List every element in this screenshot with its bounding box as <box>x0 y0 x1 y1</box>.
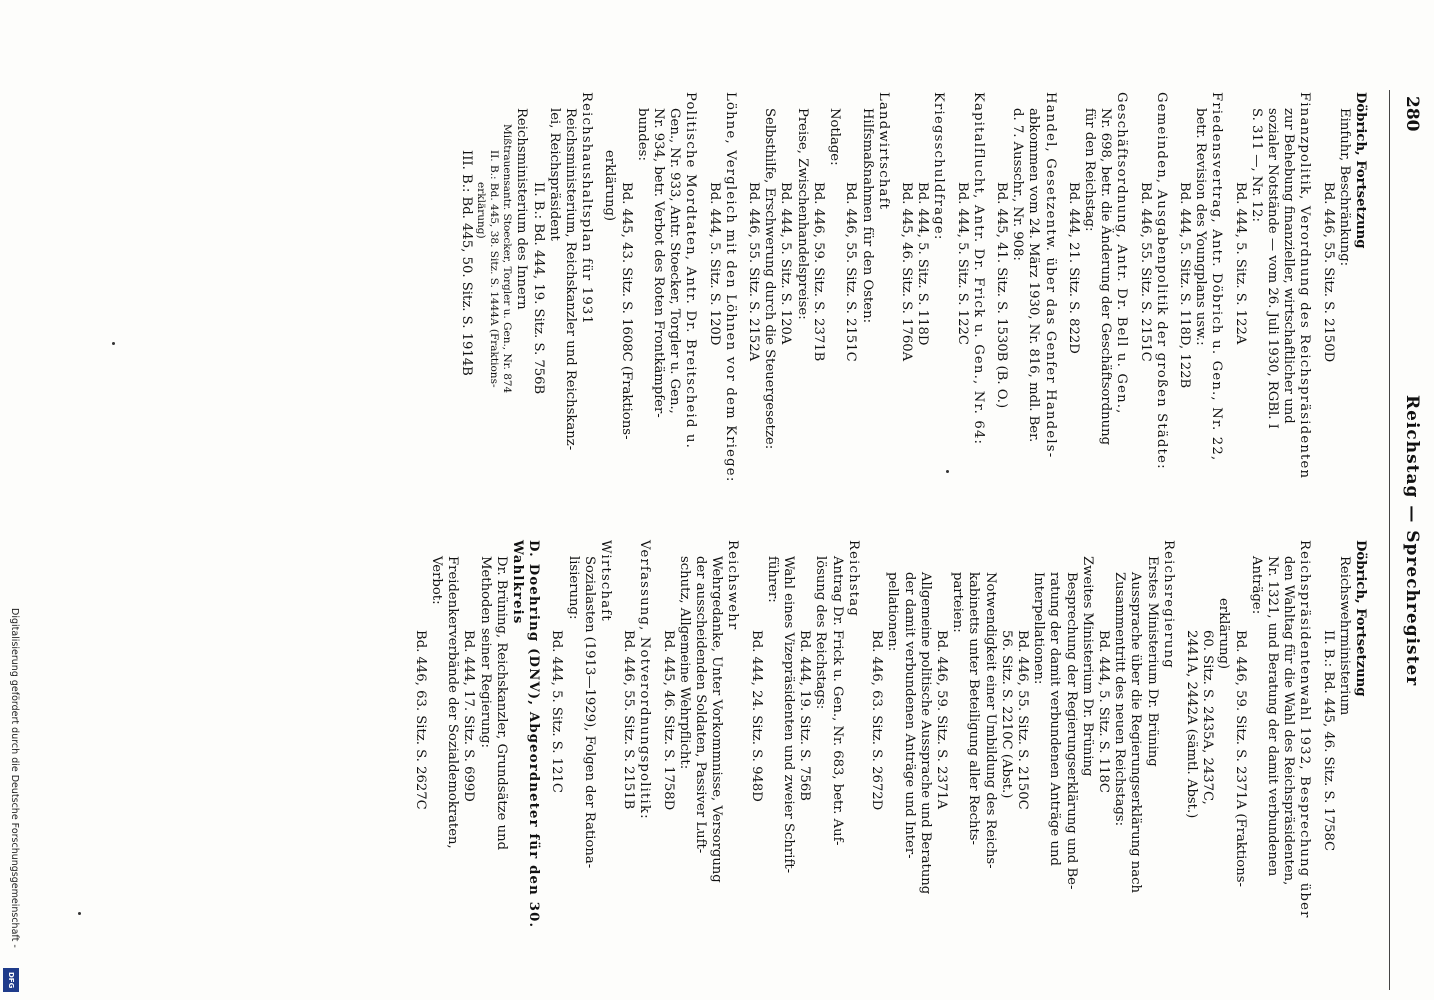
header-rule <box>1389 90 1390 990</box>
register-line: Bd. 446, 59. Sitz. S. 2371B <box>810 182 826 362</box>
left-column <box>458 92 1368 532</box>
register-line: pellationen: <box>885 572 901 652</box>
register-line: II. B.: Bd. 444, 19. Sitz. S. 756B <box>530 182 546 395</box>
register-line: Bd. 446, 59. Sitz. S. 2371A (Fraktions- <box>1232 630 1248 887</box>
register-line: Reichspräsidentenwahl 1932, Besprechung über <box>1297 540 1313 919</box>
register-line: für den Reichstag: <box>1081 108 1097 232</box>
register-line: Mißtrauensantr. Stoecker, Torgler u. Gen., Nr. 874 <box>501 124 514 394</box>
register-line: S. 311 —, Nr. 12: <box>1248 108 1264 222</box>
register-line: Bd. 444, 5. Sitz. S. 120D <box>706 182 722 346</box>
register-line: Sozialasten (1913—1929), Folgen der Rationa- <box>581 556 597 869</box>
register-line: Bd. 444, 5. Sitz. S. 120A <box>778 182 794 345</box>
dfg-logo: DFG <box>3 968 19 992</box>
speck <box>112 342 115 345</box>
register-line: Bd. 444, 24. Sitz. S. 948D <box>748 630 764 802</box>
register-line: betr. Revision des Youngplans usw.: <box>1193 108 1209 346</box>
register-line: Selbsthilfe, Erschwerung durch die Steuergesetze: <box>762 108 778 450</box>
register-line: Nr. 698, betr. die Änderung der Geschäftsordnung <box>1098 108 1114 446</box>
register-line: Bd. 444, 5. Sitz. S. 118C <box>1095 630 1111 793</box>
register-line: Bd. 444, 5. Sitz. S. 122A <box>1232 182 1248 345</box>
register-line: Wirtschaft <box>598 540 614 622</box>
register-line: Freidenkerverbände der Sozialdemokraten, <box>445 556 461 849</box>
register-line: Bd. 446, 55. Sitz. S. 2150D <box>1320 182 1336 363</box>
register-line: Döbrich, Fortsetzung <box>1353 92 1368 249</box>
register-line: Bd. 446, 55. Sitz. S. 2151B <box>621 630 637 810</box>
register-line: Bd. 446, 59. Sitz. S. 2371A <box>933 630 949 810</box>
register-line: schutz, Allgemeine Wehrpflicht: <box>676 556 692 770</box>
register-line: Geschäftsordnung, Antr. Dr. Bell u. Gen., <box>1114 92 1130 415</box>
register-line: Gemeinden, Ausgabenpolitik der großen Städte: <box>1153 92 1169 470</box>
credit-text: Digitalisierung gefördert durch die Deutsche Forschungsgemeinschaft - <box>9 608 20 948</box>
speck <box>78 912 81 915</box>
page-number: 280 <box>1402 96 1422 132</box>
running-title: Reichstag — Sprechregister <box>1402 395 1422 687</box>
register-line: parteien: <box>950 572 966 633</box>
register-line: Dr. Brüning, Reichskanzler, Grundsätze und <box>493 556 509 851</box>
register-line: Döbrich, Fortsetzung <box>1353 540 1368 697</box>
register-line: kabinetts unter Beteiligung aller Rechts- <box>966 572 982 846</box>
register-line: zur Behebung finanzieller, wirtschaftlicher und <box>1281 108 1297 424</box>
register-line: Bd. 446, 63. Sitz. S. 2672D <box>869 630 885 811</box>
register-line: erklärung) <box>475 182 488 239</box>
register-line: Bd. 446, 63. Sitz. S. 2627C <box>412 630 428 810</box>
register-line: D. Doehring (DNV), Abgeordneter für den 30. Wahlkreis <box>510 540 542 929</box>
register-line: Besprechung der Regierungserklärung und Be- <box>1063 572 1079 890</box>
rotated-register-page <box>54 0 1434 1000</box>
register-line: Aussprache über die Regierungserklärung nach <box>1128 572 1144 893</box>
register-line: Einfuhr, Beschränkung: <box>1336 108 1352 267</box>
register-line: Reichswehr <box>725 540 741 631</box>
register-line: Bd. 444, 19. Sitz. S. 756B <box>797 630 813 801</box>
register-line: lisierung: <box>565 556 581 620</box>
register-line: Bd. 445, 41. Sitz. S. 1530B (B. O.) <box>993 182 1009 409</box>
register-line: Wahl eines Vizepräsidenten und zweier Schrift- <box>781 556 797 874</box>
register-line: Zweites Ministerium Dr. Brüning <box>1079 556 1095 777</box>
register-line: erklärung) <box>602 150 618 222</box>
register-line: Reichswehrministerium <box>1336 556 1352 716</box>
register-line: 2441A, 2442A (sämtl. Abst.) <box>1183 630 1199 819</box>
register-line: Politische Mordtaten, Antr. Dr. Breitscheid u. <box>683 92 699 450</box>
register-line: Bd. 445, 46. Sitz. S. 1758D <box>660 630 676 811</box>
register-line: Bd. 446, 55. Sitz. S. 2150C <box>1014 630 1030 810</box>
register-line: lei, Reichspräsident <box>546 108 562 241</box>
register-line: Erstes Ministerium Dr. Brüning <box>1144 556 1160 767</box>
register-line: ratung der damit verbundenen Anträge und <box>1047 572 1063 866</box>
register-line: Preise, Zwischenhandelspreise: <box>794 108 810 320</box>
register-line: Interpellationen: <box>1031 572 1047 685</box>
register-line: Wehrgedanke, Unter Vorkommnisse, Versorgung <box>709 556 725 883</box>
register-line: führer: <box>764 556 780 603</box>
register-line: bundes: <box>634 108 650 161</box>
register-line: Bd. 444, 17. Sitz. S. 699D <box>461 630 477 802</box>
register-line: Zusammentritt des neuen Reichstags: <box>1112 572 1128 827</box>
register-line: Methoden seiner Regierung: <box>477 556 493 748</box>
register-line: II. B.: Bd. 445, 46. Sitz. S. 1758C <box>1320 630 1336 852</box>
register-line: III. B.: Bd. 445, 50. Sitz. S. 1914B <box>459 150 475 376</box>
page-header <box>1394 0 1422 1000</box>
register-line: Reichsministerium, Reichskanzler und Reichskanz- <box>563 108 579 451</box>
register-line: Bd. 444, 5. Sitz. S. 122C <box>954 182 970 345</box>
register-line: Friedensvertrag, Antr. Döbrich u. Gen., Nr. 22, <box>1209 92 1225 462</box>
register-line: Bd. 446, 55. Sitz. S. 2151C <box>1137 182 1153 362</box>
register-line: 60. Sitz. S. 2435A, 2437C, <box>1200 630 1216 805</box>
register-line: den Wahltag für die Wahl des Reichspräsidenten, <box>1281 556 1297 886</box>
register-line: Bd. 444, 5. Sitz. S. 118D <box>915 182 931 346</box>
register-line: erklärung) <box>1216 598 1232 670</box>
register-line: der damit verbundenen Anträge und Inter- <box>901 572 917 859</box>
register-line: Verfassung, Notverordnungspolitik: <box>637 540 653 820</box>
register-line: Notlage: <box>827 108 843 166</box>
register-line: Hilfsmaßnahmen für den Osten: <box>859 108 875 324</box>
register-line: Reichsregierung <box>1160 540 1176 669</box>
register-line: Gen., Nr. 933, Antr. Stoecker, Torgler u. Gen., <box>667 108 683 414</box>
register-line: Anträge: <box>1248 556 1264 615</box>
register-line: II. B.: Bd. 445, 38. Sitz. S. 1444A (Fraktions- <box>488 150 501 388</box>
register-line: Bd. 444, 21. Sitz. S. 822D <box>1065 182 1081 354</box>
register-line: d. 7. Ausschr., Nr. 908: <box>1010 108 1026 261</box>
right-column <box>412 540 1368 988</box>
register-line: Kapitalflucht, Antr. Dr. Frick u. Gen., Nr. 64: <box>970 92 986 446</box>
register-line: abkommen vom 24. März 1930, Nr. 816, mdl. Ber. <box>1026 108 1042 443</box>
register-line: Allgemeine politische Aussprache und Beratung <box>917 572 933 895</box>
register-line: der ausscheidenden Soldaten, Passiver Luft- <box>693 556 709 854</box>
register-line: Reichsministerium des Innern <box>514 108 530 310</box>
register-line: Bd. 446, 55. Sitz. S. 2152A <box>746 182 762 362</box>
register-line: Bd. 444, 5. Sitz. S. 121C <box>549 630 565 793</box>
register-line: sozialer Notstände — vom 26. Juli 1930, RGBl. I <box>1264 108 1280 429</box>
register-line: Löhne, Vergleich mit den Löhnen vor dem Kriege: <box>722 92 738 483</box>
register-line: 56. Sitz. S. 2210C (Abst.) <box>998 630 1014 799</box>
register-line: Bd. 445, 43. Sitz. S. 1608C (Fraktions- <box>618 182 634 440</box>
register-line: Antrag Dr. Frick u. Gen., Nr. 683, betr. Auf- <box>829 556 845 846</box>
register-line: Bd. 445, 46. Sitz. S. 1760A <box>898 182 914 362</box>
register-line: Kriegsschuldfrage: <box>931 92 947 241</box>
digitization-credit <box>2 608 24 996</box>
register-line: lösung des Reichstags: <box>813 556 829 710</box>
register-line: Handel, Gesetzentw. über das Genfer Handels- <box>1042 92 1058 459</box>
register-line: Reichshaushaltsplan für 1931 <box>579 92 595 326</box>
register-line: Reichstag <box>845 540 861 618</box>
register-line: Nr. 934, betr. Verbot des Roten Frontkämpfer- <box>651 108 667 418</box>
register-line: Nr. 1321, und Beratung der damit verbundenen <box>1264 556 1280 877</box>
register-line: Bd. 446, 55. Sitz. S. 2151C <box>843 182 859 362</box>
register-line: Verbot: <box>429 556 445 605</box>
register-line: Notwendigkeit einer Umbildung des Reichs- <box>982 572 998 869</box>
register-line: Bd. 444, 5. Sitz. S. 118D, 122B <box>1176 182 1192 389</box>
register-line: Landwirtschaft <box>875 92 891 211</box>
speck <box>946 470 949 473</box>
register-line: Finanzpolitik, Verordnung des Reichspräsidenten <box>1297 92 1313 480</box>
